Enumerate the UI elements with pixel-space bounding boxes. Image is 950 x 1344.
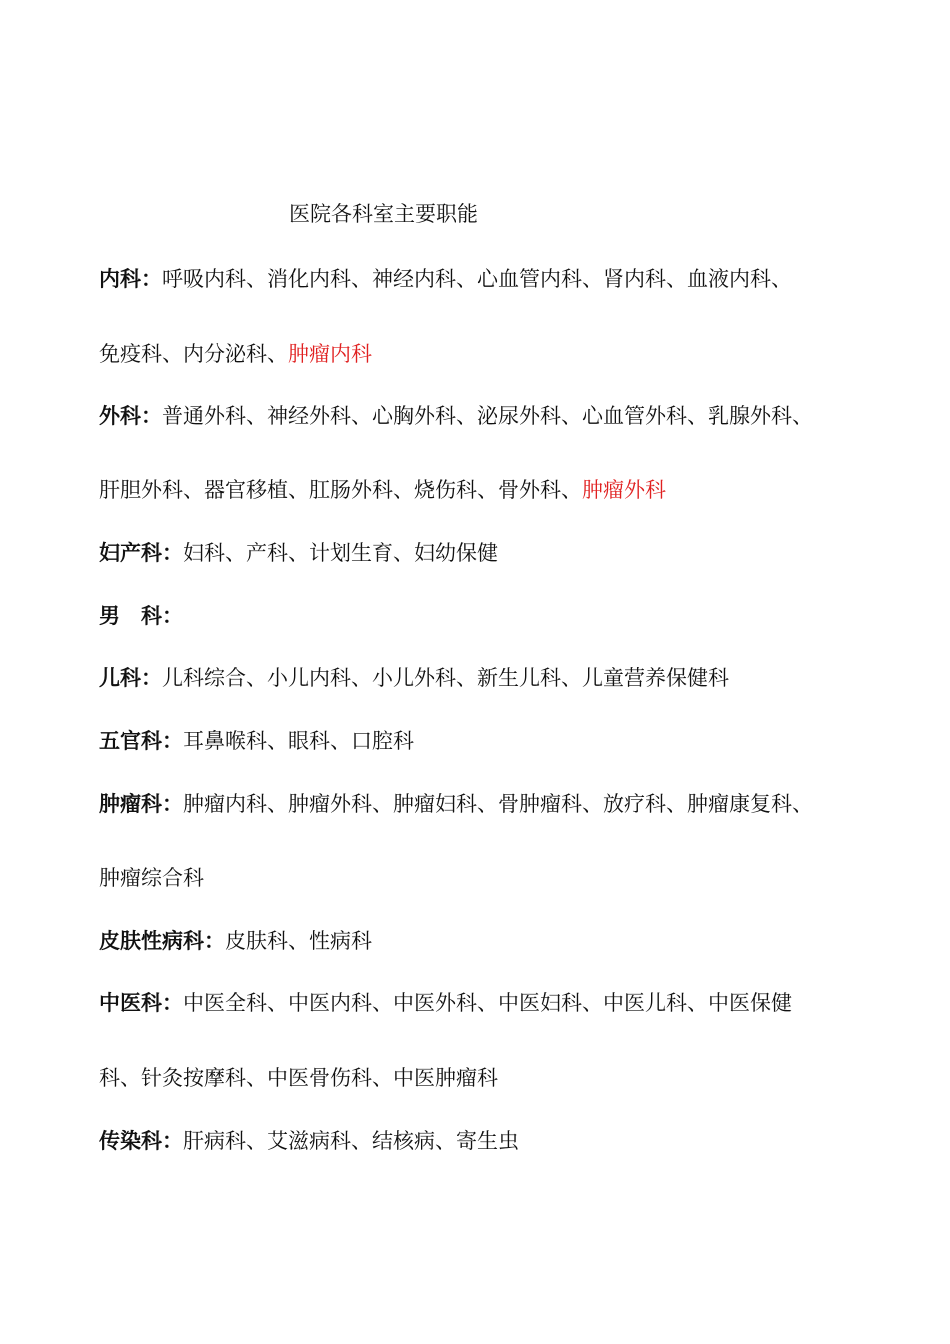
dept-tcm-line1 [99, 987, 792, 1017]
dept-subspecialties: 呼吸内科、消化内科、神经内科、心血管内科、肾内科、血液内科、 [162, 267, 792, 291]
dept-andrology [99, 600, 183, 630]
dept-surgery-line2 [99, 474, 666, 504]
dept-subspecialties: 普通外科、神经外科、心胸外科、泌尿外科、心血管外科、乳腺外科、 [162, 404, 813, 428]
dept-subspecialties: 妇科、产科、计划生育、妇幼保健 [183, 541, 498, 565]
dept-subspecialties-cont: 肝胆外科、器官移植、肛肠外科、烧伤科、骨外科、 [99, 478, 582, 502]
page-title: 医院各科室主要职能 [289, 202, 478, 226]
dept-subspecialties-cont: 免疫科、内分泌科、 [99, 342, 288, 366]
dept-label-surgery: 外科： [99, 403, 162, 428]
dept-infectious [99, 1125, 519, 1155]
dept-label-tcm: 中医科： [99, 990, 183, 1015]
dept-oncology-line1 [99, 788, 813, 818]
dept-obgyn [99, 537, 498, 567]
dept-label-oncology: 肿瘤科： [99, 791, 183, 816]
dept-label-dermatology: 皮肤性病科： [99, 928, 225, 953]
dept-label-ent: 五官科： [99, 728, 183, 753]
dept-oncology-line2 [99, 862, 204, 892]
dept-subspecialties: 肿瘤内科、肿瘤外科、肿瘤妇科、骨肿瘤科、放疗科、肿瘤康复科、 [183, 792, 813, 816]
dept-subspecialties: 儿科综合、小儿内科、小儿外科、新生儿科、儿童营养保健科 [162, 666, 729, 690]
dept-label-obgyn: 妇产科： [99, 540, 183, 565]
dept-ent [99, 725, 414, 755]
dept-label-andrology-a: 男 [99, 603, 120, 628]
dept-internal-medicine-line2 [99, 338, 372, 368]
dept-internal-medicine-line1 [99, 263, 792, 293]
dept-subspecialties-cont: 肿瘤综合科 [99, 866, 204, 890]
dept-subspecialties: 皮肤科、性病科 [225, 929, 372, 953]
highlighted-subspecialty: 肿瘤内科 [288, 342, 372, 366]
dept-subspecialties: 中医全科、中医内科、中医外科、中医妇科、中医儿科、中医保健 [183, 991, 792, 1015]
dept-tcm-line2 [99, 1062, 498, 1092]
dept-label-internal-medicine: 内科： [99, 266, 162, 291]
dept-label-infectious: 传染科： [99, 1128, 183, 1153]
dept-surgery-line1 [99, 400, 813, 430]
highlighted-subspecialty: 肿瘤外科 [582, 478, 666, 502]
dept-pediatrics [99, 662, 729, 692]
dept-subspecialties: 耳鼻喉科、眼科、口腔科 [183, 729, 414, 753]
dept-label-pediatrics: 儿科： [99, 665, 162, 690]
dept-label-andrology-b: 科： [141, 603, 183, 628]
dept-dermatology [99, 925, 372, 955]
dept-subspecialties: 肝病科、艾滋病科、结核病、寄生虫 [183, 1129, 519, 1153]
dept-subspecialties-cont: 科、针灸按摩科、中医骨伤科、中医肿瘤科 [99, 1066, 498, 1090]
